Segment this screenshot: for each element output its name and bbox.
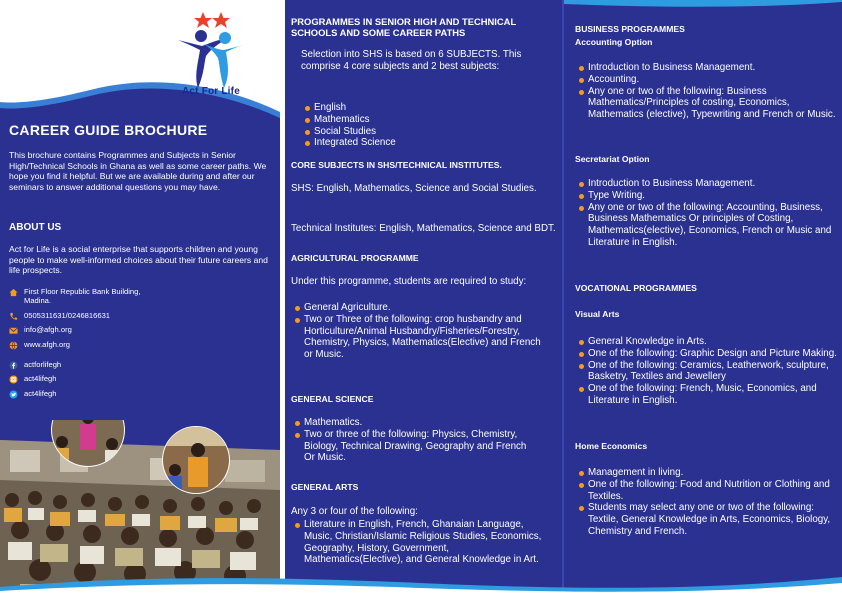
list-item: General Knowledge in Arts. [577, 336, 839, 348]
facebook-handle[interactable]: actforlifegh [24, 360, 62, 369]
core-subjects-heading: CORE SUBJECTS IN SHS/TECHNICAL INSTITUTES. [291, 160, 502, 170]
mail-icon [9, 326, 18, 335]
address-text: First Floor Republic Bank Building, Madina. [24, 287, 141, 305]
globe-icon [9, 341, 18, 350]
general-arts-heading: GENERAL ARTS [291, 482, 359, 492]
list-item: Two or three of the following: Physics, Chemistry, Biology, Technical Drawing, Geography and French Or Music. [293, 429, 533, 464]
list-item: Introduction to Business Management. [577, 62, 839, 74]
agricultural-list [293, 302, 543, 361]
instagram-handle[interactable]: act4lifegh [24, 374, 57, 383]
programmes-title: PROGRAMMES IN SENIOR HIGH AND TECHNICAL SCHOOLS AND SOME CAREER PATHS [291, 16, 517, 39]
list-item: One of the following: Ceramics, Leatherwork, sculpture, Basketry, Textiles and Jewellery [577, 360, 839, 384]
email-line[interactable] [9, 325, 72, 335]
twitter-handle[interactable]: act4lifegh [24, 389, 57, 398]
list-item: One of the following: French, Music, Economics, and Literature in English. [577, 383, 839, 407]
visual-arts-heading: Visual Arts [575, 309, 620, 319]
list-item: One of the following: Food and Nutrition or Clothing and Textiles. [577, 479, 839, 503]
address-line [9, 287, 179, 305]
top-accent-strip [564, 0, 842, 10]
facebook-line[interactable] [9, 360, 61, 370]
about-heading: ABOUT US [9, 222, 62, 233]
list-item: Mathematics [303, 114, 553, 126]
list-item: Integrated Science [303, 137, 553, 149]
vocational-heading: VOCATIONAL PROGRAMMES [575, 283, 697, 293]
list-item: Accounting. [577, 74, 839, 86]
list-item: Two or Three of the following: crop husbandry and Horticulture/Animal Husbandry/Fisheries/Forestry, Chemistry, Physics, Mathematics(Elective) and French or Music. [293, 314, 543, 361]
shs-core-text: SHS: English, Mathematics, Science and Social Studies. [291, 183, 537, 194]
list-item: Management in living. [577, 467, 839, 479]
list-item: One of the following: Graphic Design and Picture Making. [577, 348, 839, 360]
programmes-panel [283, 0, 562, 595]
core-subjects-list [303, 102, 553, 149]
list-item: Students may select any one or two of the following: Textile, General Knowledge in Arts, Economics, Biology, Chemistry and French. [577, 502, 839, 537]
phone-line [9, 311, 110, 321]
list-item: Introduction to Business Management. [577, 178, 839, 190]
selection-text: Selection into SHS is based on 6 SUBJECTS. This comprise 4 core subjects and 2 best subjects: [301, 49, 522, 72]
agricultural-heading: AGRICULTURAL PROGRAMME [291, 253, 419, 263]
bottom-wave-shape [0, 573, 842, 595]
brochure-title: CAREER GUIDE BROCHURE [9, 122, 208, 138]
list-item: English [303, 102, 553, 114]
twitter-line[interactable] [9, 389, 57, 399]
home-icon [9, 288, 18, 297]
general-science-heading: GENERAL SCIENCE [291, 394, 374, 404]
home-economics-list [577, 467, 839, 538]
general-arts-intro: Any 3 or four of the following: [291, 506, 418, 517]
website-line[interactable] [9, 340, 70, 350]
intro-paragraph: This brochure contains Programmes and Subjects in Senior High/Technical Schools in Ghana as well as some career paths. We hope you find it helpful. But we are available during and after our seminars to answer additional questions you may have. [9, 150, 267, 192]
general-science-list [293, 417, 533, 464]
email-text[interactable]: info@afgh.org [24, 325, 72, 334]
phone-icon [9, 312, 18, 321]
logo-wordmark: Act For Life [182, 86, 240, 97]
cover-panel [0, 0, 280, 595]
website-text[interactable]: www.afgh.org [24, 340, 71, 349]
instagram-line[interactable] [9, 374, 57, 384]
list-item: Any one or two of the following: Business Mathematics/Principles of costing, Economics, Mathematics (elective), Typewriting and French or Music. [577, 86, 839, 121]
list-item: General Agriculture. [293, 302, 543, 314]
seminar-photo [0, 420, 280, 595]
business-vocational-panel [562, 0, 842, 595]
agricultural-intro: Under this programme, students are required to study: [291, 276, 527, 287]
twitter-icon [9, 390, 18, 399]
home-economics-heading: Home Economics [575, 441, 648, 451]
secretariat-list [577, 178, 839, 249]
technical-core-text: Technical Institutes: English, Mathematics, Science and BDT. [291, 223, 556, 234]
list-item: Mathematics. [293, 417, 533, 429]
list-item: Type Writing. [577, 190, 839, 202]
about-paragraph: Act for Life is a social enterprise that supports children and young people to make well-informed choices about their future careers and life prospects. [9, 244, 268, 276]
list-item: Literature in English, French, Ghanaian Language, Music, Christian/Islamic Religious Studies, Economics, Geography, History, Government, Mathematics(Elective), and General Knowledge in Art. [293, 519, 543, 566]
visual-arts-list [577, 336, 839, 407]
accounting-list [577, 62, 839, 121]
business-heading: BUSINESS PROGRAMMES [575, 24, 685, 34]
accounting-heading: Accounting Option [575, 37, 653, 47]
general-arts-list [293, 519, 543, 566]
facebook-icon [9, 361, 18, 370]
instagram-icon [9, 375, 18, 384]
list-item: Social Studies [303, 126, 553, 138]
phone-text: 0505311631/0246816631 [24, 311, 111, 320]
secretariat-heading: Secretariat Option [575, 154, 650, 164]
list-item: Any one or two of the following: Accounting, Business, Business Mathematics Or principles of Costing, Mathematics(elective), Economics, French or Music and Literature in English. [577, 202, 839, 249]
